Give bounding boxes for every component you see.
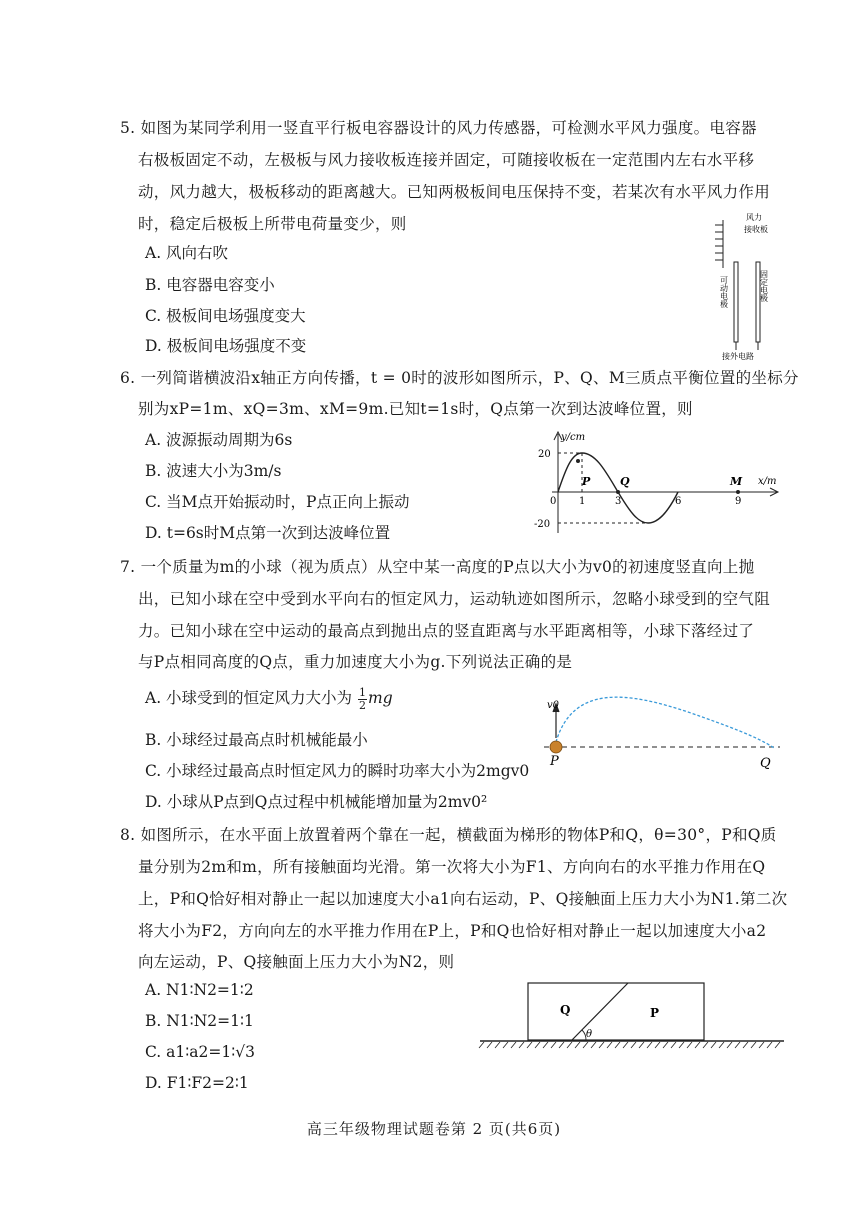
q6-point-m [736,490,740,494]
q6-label-p: P [582,475,591,488]
q6-option-c: C. 当M点开始振动时，P点正向上振动 [145,493,410,511]
q8-interface-line [572,983,628,1040]
q5-label-movable: 可动电极 [719,276,729,308]
q8-label-p: P [650,1006,660,1020]
q6-line-1: 6. 一列简谐横波沿x轴正方向传播，t = 0时的波形如图所示，P、Q、M三质点平衡位置的坐标分 [120,369,799,387]
q5-label-circuit: 接外电路 [722,352,754,360]
q8-label-q: Q [560,1003,571,1017]
q6-point-p [576,459,580,463]
q5-label-fixed: 固定电极 [759,270,769,302]
q5-line-1: 5. 如图为某同学利用一竖直平行板电容器设计的风力传感器，可检测水平风力强度。电容器 [120,119,757,137]
q8-line-4: 将大小为F2，方向向左的水平推力作用在P上，P和Q也恰好相对静止一起以加速度大小a2 [138,922,767,940]
q7-label-v0: v0 [547,700,560,711]
q6-line-2: 别为xP=1m、xQ=3m、xM=9m.已知t=1s时，Q点第一次到达波峰位置，则 [138,400,693,418]
q8-label-theta: θ [586,1029,593,1040]
q5-line-2: 右极板固定不动，左极板与风力接收板连接并固定，可随接收板在一定范围内左右水平移 [138,151,755,169]
q6-xtick-6: 6 [675,496,682,507]
q7-line-3: 力。已知小球在空中运动的最高点到抛出点的竖直距离与水平距离相等，小球下落经过了 [138,622,755,640]
q6-ytick-minus20: -20 [534,519,551,530]
q8-line-3: 上，P和Q恰好相对静止一起以加速度大小a1向右运动，P、Q接触面上压力大小为N1.第二次 [138,890,788,908]
q6-xtick-9: 9 [735,496,742,507]
q6-option-a: A. 波源振动周期为6s [145,431,293,449]
q7-frac-den: 2 [359,698,366,712]
page-footer: 高三年级物理试题卷第 2 页(共6页) [306,1120,562,1138]
q5-option-b: B. 电容器电容变小 [145,276,275,294]
q8-line-5: 向左运动，P、Q接触面上压力大小为N2，则 [138,953,455,971]
q7-option-b: B. 小球经过最高点时机械能最小 [145,731,368,749]
q6-y-label: y/cm [561,432,586,443]
q7-label-p: P [550,754,559,769]
q5-option-d: D. 极板间电场强度不变 [145,337,307,355]
q7-ball [550,741,562,753]
q5-line-3: 动，风力越大，极板移动的距离越大。已知两极板间电压保持不变，若某次有水平风力作用 [138,183,771,201]
q8-blocks-figure [478,980,788,1050]
q6-x-label: x/m [758,476,777,487]
q7-trajectory-figure [538,690,788,780]
q6-wave-figure [530,428,790,538]
q8-line-2: 量分别为2m和m，所有接触面均光滑。第一次将大小为F1、方向向右的水平推力作用在Q [138,858,766,876]
q7-line-1: 7. 一个质量为m的小球（视为质点）从空中某一高度的P点以大小为v0的初速度竖直向上抛 [120,558,755,576]
q8-blocks-outline [528,983,704,1040]
q7-option-a [145,686,393,712]
q7-label-q: Q [760,756,771,771]
q6-xtick-3: 3 [615,496,622,507]
q6-xtick-1: 1 [579,496,586,507]
q7-option-c: C. 小球经过最高点时恒定风力的瞬时功率大小为2mgv0 [145,762,530,780]
q7-option-d: D. 小球从P点到Q点过程中机械能增加量为2mv0² [145,793,488,811]
q8-option-d: D. F1∶F2=2∶1 [145,1074,249,1092]
q6-option-d: D. t=6s时M点第一次到达波峰位置 [145,524,391,542]
q5-capacitor-figure [710,210,790,360]
q7-frac-num: 1 [359,685,366,699]
q6-point-q [616,490,620,494]
q8-option-a: A. N1∶N2=1∶2 [145,981,254,999]
q6-option-b: B. 波速大小为3m/s [145,462,282,480]
q7-option-a-text: A. 小球受到的恒定风力大小为 [145,689,353,707]
q7-option-a-fraction [358,687,367,712]
q6-xtick-0: 0 [550,496,557,507]
q7-line-2: 出，已知小球在空中受到水平向右的恒定风力，运动轨迹如图所示，忽略小球受到的空气阻 [138,590,771,608]
q5-line-4: 时，稳定后极板上所带电荷量变少，则 [138,215,407,233]
q7-option-a-tail: mg [368,689,393,707]
q8-option-b: B. N1∶N2=1∶1 [145,1012,254,1030]
q5-option-a: A. 风向右吹 [145,244,229,262]
q6-label-q: Q [620,475,630,488]
q8-option-c: C. a1∶a2=1∶√3 [145,1043,256,1061]
q5-label-receiver-1: 风力 [746,213,762,222]
q7-trajectory-curve [556,697,774,748]
q6-label-m: M [730,475,743,488]
q5-option-c: C. 极板间电场强度变大 [145,307,306,325]
q7-line-4: 与P点相同高度的Q点，重力加速度大小为g.下列说法正确的是 [138,653,573,671]
q8-line-1: 8. 如图所示，在水平面上放置着两个靠在一起，横截面为梯形的物体P和Q，θ=30°，P和Q质 [120,826,777,844]
q6-ytick-20: 20 [538,449,551,460]
q6-wave-curve [558,453,678,523]
q5-label-receiver-2: 接收板 [744,225,768,234]
